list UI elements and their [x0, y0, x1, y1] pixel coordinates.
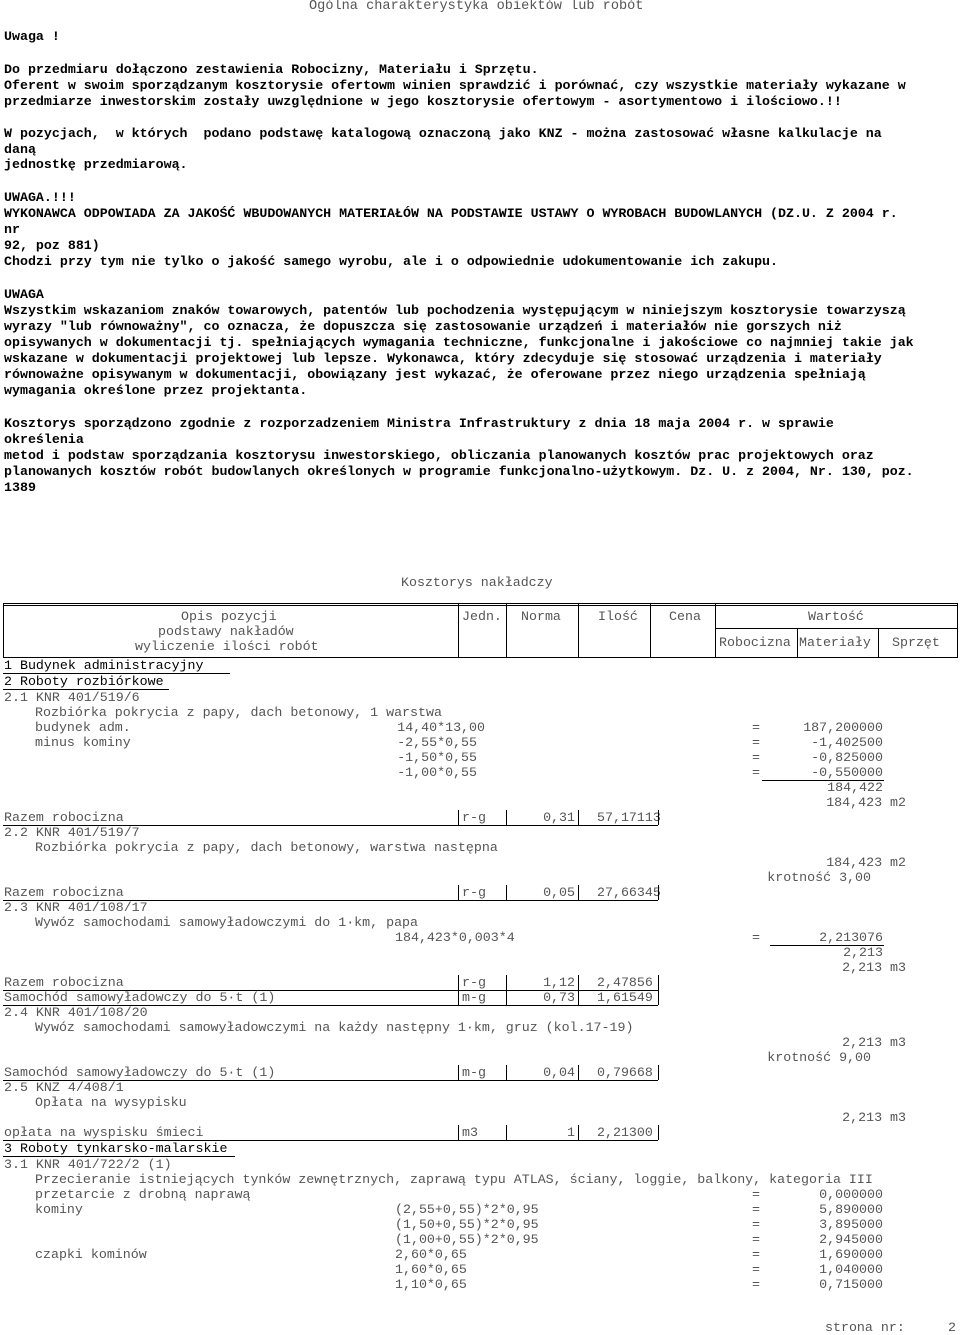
col-sep	[506, 1125, 507, 1140]
equals-sign: =	[752, 750, 760, 765]
col-sep	[650, 603, 651, 658]
note-line: określenia	[4, 432, 84, 447]
note-line: 1389	[4, 480, 36, 495]
calc-value: 2,213076	[819, 930, 883, 945]
note-line: Do przedmiaru dołączono zestawienia Robocizny, Materiału i Sprzętu.	[4, 62, 539, 77]
norma-value: 0,73	[543, 990, 575, 1005]
equals-sign: =	[752, 1217, 760, 1232]
col-header-cena: Cena	[669, 609, 701, 624]
ilosc-value: 57,17113	[597, 810, 661, 825]
unit: r-g	[462, 975, 486, 990]
table-border-top	[3, 603, 957, 604]
col-sep	[506, 603, 507, 658]
equipment-label: Samochód samowyładowczy do 5·t (1)	[4, 990, 276, 1005]
note-line: równoważne opisywanym w dokumentacji, obowiązany jest wykazać, że oferowane przez niego urządzenia spełniają	[4, 367, 866, 382]
ilosc-value: 2,47856	[597, 975, 653, 990]
calc-value: 2,945000	[819, 1232, 883, 1247]
col-sep	[578, 885, 579, 900]
equals-sign: =	[752, 720, 760, 735]
position-code: 2.4 KNR 401/108/20	[4, 1005, 148, 1020]
col-header-ilosc: Ilość	[598, 609, 638, 624]
col-header-sprzet: Sprzęt	[892, 635, 940, 650]
position-description: Opłata na wysypisku	[35, 1095, 187, 1110]
calc-label: kominy	[35, 1202, 83, 1217]
ilosc-value: 27,66345	[597, 885, 661, 900]
uwaga-heading: UWAGA.!!!	[4, 190, 76, 205]
razem-label: Razem robocizna	[4, 810, 124, 825]
col-header-jedn: Jedn.	[462, 609, 502, 624]
col-header-robocizna: Robocizna	[719, 635, 791, 650]
equals-sign: =	[752, 1262, 760, 1277]
wartosc-divider	[715, 628, 957, 629]
col-sep	[458, 603, 459, 658]
position-description: Rozbiórka pokrycia z papy, dach betonowy, warstwa następna	[35, 840, 498, 855]
calc-value: 0,000000	[819, 1187, 883, 1202]
note-line: Kosztorys sporządzono zgodnie z rozporzadzeniem Ministra Infrastruktury z dnia 18 maja 2004 r. w sprawie	[4, 416, 834, 431]
uwaga-heading: UWAGA	[4, 287, 44, 302]
razem-label: Razem robocizna	[4, 885, 124, 900]
note-line: opisywanych w dokumentacji tj. spełniających wymagania techniczne, funkcjonalne i jakościowe co najmniej takie jak	[4, 335, 914, 350]
calc-value: 187,200000	[803, 720, 883, 735]
equals-sign: =	[752, 1247, 760, 1262]
calc-sum: 184,422	[827, 780, 883, 795]
calc-formula: 1,60*0,65	[395, 1262, 467, 1277]
col-sep	[506, 885, 507, 900]
multiplier: krotność 3,00	[767, 870, 871, 885]
norma-value: 1,12	[543, 975, 575, 990]
quantity-total: 2,213 m3	[842, 1035, 906, 1050]
position-code: 3.1 KNR 401/722/2 (1)	[4, 1157, 172, 1172]
calc-formula: -1,50*0,55	[397, 750, 477, 765]
calc-value: 0,715000	[819, 1277, 883, 1292]
calc-label: czapki kominów	[35, 1247, 147, 1262]
position-code: 2.5 KNZ 4/408/1	[4, 1080, 124, 1095]
quantity-total: 184,423 m2	[826, 795, 906, 810]
col-sep	[578, 1065, 579, 1080]
unit: r-g	[462, 885, 486, 900]
equals-sign: =	[752, 1187, 760, 1202]
position-code: 2.3 KNR 401/108/17	[4, 900, 148, 915]
page-number-label: strona nr:	[825, 1320, 905, 1335]
col-sep	[578, 603, 579, 658]
col-sep	[578, 1125, 579, 1140]
note-line: przedmiarze inwestorskim zostały uwzględnione w jego kosztorysie ofertowym - asortymentowo i ilościowo.!!	[4, 94, 842, 109]
calc-value: -0,825000	[811, 750, 883, 765]
equals-sign: =	[752, 1232, 760, 1247]
quantity-total: 2,213 m3	[842, 960, 906, 975]
col-sep	[957, 603, 958, 658]
col-sep	[578, 975, 579, 1005]
col-sep	[458, 885, 459, 900]
col-header-materialy: Materiały	[799, 635, 871, 650]
equals-sign: =	[752, 765, 760, 780]
note-line: Wszystkim wskazaniom znaków towarowych, patentów lub pochodzenia występującym w niniejszym kosztorysie towarzyszą	[4, 303, 906, 318]
col-header-opis: Opis pozycji	[181, 609, 277, 624]
ilosc-value: 2,21300	[597, 1125, 653, 1140]
col-sep	[658, 1125, 659, 1140]
calc-formula: -1,00*0,55	[397, 765, 477, 780]
ilosc-value: 1,61549	[597, 990, 653, 1005]
equals-sign: =	[752, 735, 760, 750]
unit: m-g	[462, 1065, 486, 1080]
section-title: 1 Budynek administracyjny	[4, 658, 204, 673]
calc-value: -1,402500	[811, 735, 883, 750]
col-sep	[458, 1125, 459, 1140]
col-header-wartosc: Wartość	[808, 609, 864, 624]
position-description: Rozbiórka pokrycia z papy, dach betonowy, 1 warstwa	[35, 705, 442, 720]
position-code: 2.1 KNR 401/519/6	[4, 690, 140, 705]
note-line: metod i podstaw sporządzania kosztorysu inwestorskiego, obliczania planowanych kosztów prac projektowych oraz	[4, 448, 874, 463]
col-sep	[458, 1065, 459, 1080]
page-header-title: Ogólna charakterystyka obiektów lub robót	[309, 0, 644, 14]
col-sep	[458, 975, 459, 1005]
col-sep	[658, 885, 659, 900]
col-sep	[3, 603, 4, 658]
unit: m3	[462, 1125, 478, 1140]
calc-value: 1,690000	[819, 1247, 883, 1262]
note-line: wymagania określone przez projektanta.	[4, 383, 308, 398]
norma-value: 0,31	[543, 810, 575, 825]
uwaga-heading: Uwaga !	[4, 29, 60, 44]
ilosc-value: 0,79668	[597, 1065, 653, 1080]
section-title: 2 Roboty rozbiórkowe	[4, 674, 164, 689]
position-description: Przecieranie istniejących tynków zewnętrznych, zaprawą typu ATLAS, ściany, loggie, balkony, kategoria III	[35, 1172, 873, 1187]
note-line: WYKONAWCA ODPOWIADA ZA JAKOŚĆ WBUDOWANYCH MATERIAŁÓW NA PODSTAWIE USTAWY O WYROBACH BUDOWLANYCH (DZ.U. Z 2004 r.	[4, 206, 898, 221]
position-code: 2.2 KNR 401/519/7	[4, 825, 140, 840]
calc-formula: 14,40*13,00	[397, 720, 485, 735]
equipment-label: Samochód samowyładowczy do 5·t (1)	[4, 1065, 276, 1080]
unit: m-g	[462, 990, 486, 1005]
calc-label: minus kominy	[35, 735, 131, 750]
note-line: nr	[4, 222, 20, 237]
equals-sign: =	[752, 1202, 760, 1217]
calc-formula: (1,00+0,55)*2*0,95	[395, 1232, 539, 1247]
col-sep	[578, 810, 579, 825]
calc-label: budynek adm.	[35, 720, 131, 735]
calc-formula: 184,423*0,003*4	[395, 930, 515, 945]
note-line: wskazane w dokumentacji projektowej lub lepsze. Wykonawca, który zdecyduje się stosować urządzenia i materiały	[4, 351, 882, 366]
col-sep	[506, 1065, 507, 1080]
razem-label: Razem robocizna	[4, 975, 124, 990]
calc-formula: 1,10*0,65	[395, 1277, 467, 1292]
calc-value: -0,550000	[811, 765, 883, 780]
norma-value: 1	[567, 1125, 575, 1140]
calc-value: 3,895000	[819, 1217, 883, 1232]
note-line: daną	[4, 142, 36, 157]
norma-value: 0,04	[543, 1065, 575, 1080]
unit: r-g	[462, 810, 486, 825]
multiplier: krotność 9,00	[767, 1050, 871, 1065]
col-sep	[658, 810, 659, 825]
page-number: 2	[948, 1320, 956, 1335]
note-line: Chodzi przy tym nie tylko o jakość samego wyrobu, ale i o odpowiednie udokumentowanie ich zakupu.	[4, 254, 779, 269]
col-sep	[658, 975, 659, 1005]
col-header-podstawy: podstawy nakładów	[158, 624, 294, 639]
calc-formula: (2,55+0,55)*2*0,95	[395, 1202, 539, 1217]
quantity-total: 184,423 m2	[826, 855, 906, 870]
col-sep	[658, 1065, 659, 1080]
kosztorys-title: Kosztorys nakładczy	[401, 575, 553, 590]
note-line: planowanych kosztów robót budowlanych określonych w programie funkcjonalno-użytkowym. Dz. U. z 2004, Nr. 130, poz.	[4, 464, 914, 479]
note-line: 92, poz 881)	[4, 238, 100, 253]
note-line: W pozycjach, w których podano podstawę katalogową oznaczoną jako KNZ - można zastosować własne kalkulacje na	[4, 126, 882, 141]
section-title: 3 Roboty tynkarsko-malarskie	[4, 1141, 228, 1156]
position-description: Wywóz samochodami samowyładowczymi do 1·km, papa	[35, 915, 419, 930]
col-sep	[458, 810, 459, 825]
equals-sign: =	[752, 930, 760, 945]
col-sep	[878, 628, 879, 658]
col-sep	[506, 810, 507, 825]
quantity-total: 2,213 m3	[842, 1110, 906, 1125]
note-line: jednostkę przedmiarową.	[4, 157, 188, 172]
note-line: wyrazy "lub równoważny", co oznacza, że dopuszcza się zastosowanie urządzeń i materiałów nie gorszych niż	[4, 319, 842, 334]
calc-formula: 2,60*0,65	[395, 1247, 467, 1262]
col-sep	[797, 628, 798, 658]
calc-value: 5,890000	[819, 1202, 883, 1217]
calc-formula: (1,50+0,55)*2*0,95	[395, 1217, 539, 1232]
calc-label: przetarcie z drobną naprawą	[35, 1187, 251, 1202]
position-description: Wywóz samochodami samowyładowczymi na każdy następny 1·km, gruz (kol.17-19)	[35, 1020, 634, 1035]
col-sep	[715, 603, 716, 658]
calc-value: 1,040000	[819, 1262, 883, 1277]
note-line: Oferent w swoim sporządzanym kosztorysie ofertowm winien sprawdzić i porównać, czy wszystkie materiały wykazane w	[4, 78, 906, 93]
col-header-wyliczenie: wyliczenie ilości robót	[135, 639, 319, 654]
equals-sign: =	[752, 1277, 760, 1292]
fee-label: opłata na wyspisku śmieci	[4, 1125, 204, 1140]
col-header-norma: Norma	[521, 609, 561, 624]
calc-sum: 2,213	[843, 945, 883, 960]
norma-value: 0,05	[543, 885, 575, 900]
col-sep	[506, 975, 507, 1005]
calc-formula: -2,55*0,55	[397, 735, 477, 750]
table-border-top-inner	[3, 605, 957, 606]
